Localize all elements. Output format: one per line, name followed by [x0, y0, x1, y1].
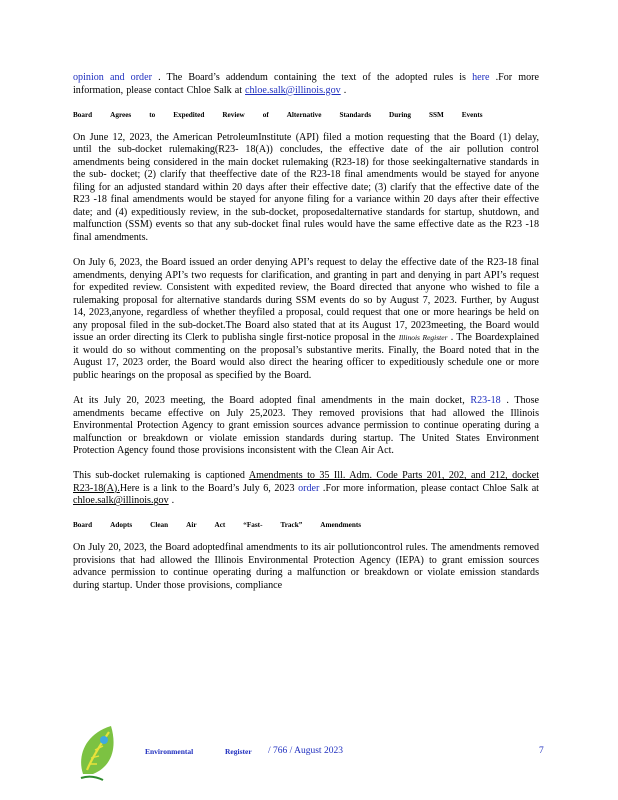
opinion-order-link[interactable]: opinion and order — [73, 72, 152, 83]
paragraph-sub-docket-caption: This sub-docket rulemaking is captioned Amendments to 35 Ill. Adm. Code Parts 201, 202, and 212, docket R23-18(A).Here is a link to the Board’s July 6, 2023 order .For more information, please contact Chloe Salk at chloe.salk@illinois.gov . — [73, 470, 540, 507]
paragraph-fast-track-amendments: On July 20, 2023, the Board adoptedfinal amendments to its air pollutioncontrol rules. The amendments removed provisions that had allowed the Illinois Environmental Protection Agency (IEPA) to grant emission sources advance permission to continue operating during a malfunction or breakdown or violate emission standards during startup. Under those provisions, compliance — [73, 542, 539, 591]
section-heading-fast-track: Board Adopts Clean Air Act “Fast- Track” Amendments — [73, 521, 362, 530]
order-link[interactable]: order — [298, 482, 320, 494]
section-heading-expedited-review: Board Agrees to Expedited Review of Alternative Standards During SSM Events — [73, 110, 483, 119]
page-footer — [73, 720, 545, 790]
article-body — [73, 72, 539, 593]
footer-publication-environmental: Environmental — [145, 747, 194, 756]
contact-email-link[interactable]: chloe.salk@illinois.gov — [245, 84, 341, 96]
footer-issue: / 766 / August 2023 — [268, 746, 343, 756]
docket-caption: Amendments to 35 Ill. Adm. Code Parts 201, 202, and 212, docket R23-18(A). — [73, 470, 540, 494]
intro-text-3: . — [340, 84, 347, 96]
r23-18-link[interactable]: R23-18 — [470, 394, 501, 406]
paragraph-final-amendments: At its July 20, 2023 meeting, the Board adopted final amendments in the main docket, R23-18 . Those amendments became effective on July 25,2023. They removed provisions that had allowed the Illinois Environmental Protection Agency to grant emission sources advance permission to continue operating during a malfunction or breakdown or violate emission standards during startup. The United States Environment Protection Agency found those provisions inconsistent with the Clean Air Act. — [73, 394, 539, 457]
intro-paragraph — [73, 72, 539, 97]
contact-email-link-2[interactable]: chloe.salk@illinois.gov — [73, 495, 169, 507]
paragraph-board-order: On July 6, 2023, the Board issued an order denying API’s request to delay the effective date of the R23-18 final amendments, denying API’s two requests for clarification, and granting in part and denying in part API’s request for expedited review. Consistent with expedited review, the Board directed that anyone who wished to file a rulemaking proposal for alternative standards during SSM events do so by August 7, 2023. Further, by August 14, 2023,anyone, regardless of whether theyfiled a proposal, could request that one or more hearings be held on any proposal filed in the sub-docket.The Board also stated that at its August 17, 2023meeting, the Board would issue an order directing its Clerk to publisha single first-notice proposal in the Illinois Register . The Boardexplained it would do so without commenting on the proposal’s substantive merits. Finally, the Board noted that in the August 17, 2023 order, the Board would also direct the hearing officer to expeditiously schedule one or more public hearings on the proposal as specified by the Board. — [73, 257, 540, 381]
leaf-logo-icon — [73, 720, 133, 784]
illinois-register-italic: Illinois Register — [398, 333, 448, 343]
intro-text-2: .For more information, please contact Chloe Salk at — [73, 72, 539, 96]
addendum-here-link[interactable]: here — [472, 72, 490, 83]
footer-publication-register: Register — [225, 747, 252, 756]
paragraph-api-motion: On June 12, 2023, the American PetroleumInstitute (API) filed a motion requesting that the Board (1) delay, until the sub-docket rulemaking(R23- 18(A)) concludes, the effective date of the air pollution control amendments being considered in the main docket rulemaking (R23-18) for those seekingalternative standards in the sub- docket; (2) clarify that theeffective date of the R23-18 final amendments would be stayed for anyone filing for an adjusted standard within 20 days after their effective date; (3) clarify that the effective date of the R23 -18 final amendments would be stayed for anyone filing for a variance within 20 days after their effective date; and (4) expeditiously review, in the sub-docket, proposedalternative standards for startup, shutdown, and malfunction (SSM) events so that any sub-docket final rules would have the same effective date as the R23 -18 final amendments. — [73, 131, 539, 243]
intro-text-1: . The Board’s addendum containing the text of the adopted rules is — [151, 72, 473, 83]
footer-page-number: 7 — [539, 746, 544, 756]
